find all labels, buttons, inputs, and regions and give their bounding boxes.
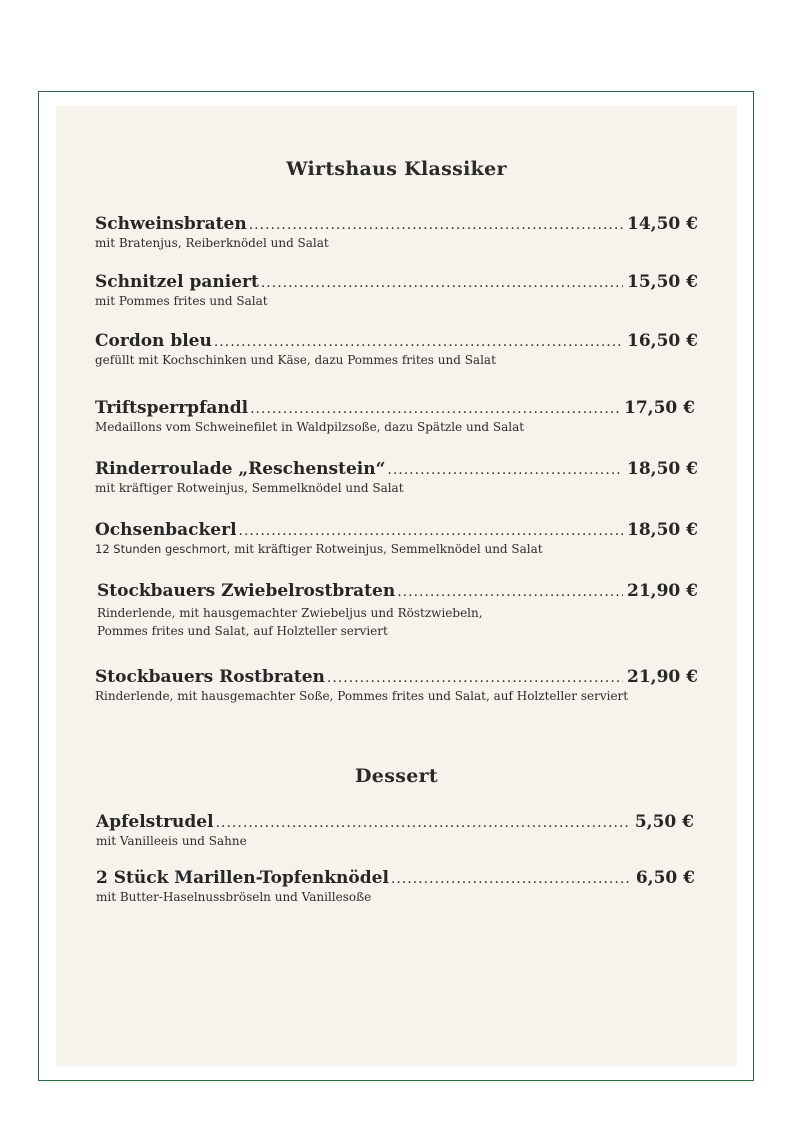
item-price: 16,50 € xyxy=(627,331,698,351)
item-description-highlight: 12 Stunden geschmort xyxy=(95,542,227,556)
dot-leader xyxy=(397,584,623,600)
item-name: Schweinsbraten xyxy=(95,214,247,234)
menu-item-cordon-bleu xyxy=(95,331,698,369)
item-description: mit Pommes frites und Salat xyxy=(95,294,268,308)
menu-item-marillen-topfenknoedel xyxy=(96,868,695,906)
dot-leader xyxy=(249,217,623,233)
item-description: gefüllt mit Kochschinken und Käse, dazu Pommes frites und Salat xyxy=(95,353,496,367)
item-description xyxy=(95,541,698,558)
menu-item-rostbraten xyxy=(95,667,698,705)
section-title-classics: Wirtshaus Klassiker xyxy=(286,158,507,180)
item-name: Ochsenbackerl xyxy=(95,520,237,540)
item-name: Cordon bleu xyxy=(95,331,212,351)
menu-item-schnitzel xyxy=(95,272,698,310)
item-description: Rinderlende, mit hausgemachter Soße, Pommes frites und Salat, auf Holzteller serviert xyxy=(95,689,629,703)
item-description: Medaillons vom Schweinefilet in Waldpilzsoße, dazu Spätzle und Salat xyxy=(95,420,525,434)
dot-leader xyxy=(250,401,620,417)
item-name: Schnitzel paniert xyxy=(95,272,259,292)
item-price: 6,50 € xyxy=(635,868,695,888)
menu-item-rinderroulade xyxy=(95,459,698,497)
section-title-dessert: Dessert xyxy=(355,765,438,787)
menu-item-schweinsbraten xyxy=(95,214,698,252)
item-description: mit Bratenjus, Reiberknödel und Salat xyxy=(95,236,329,250)
dot-leader xyxy=(387,462,623,478)
item-description-rest: , mit kräftiger Rotweinjus, Semmelknödel und Salat xyxy=(226,542,543,556)
dot-leader xyxy=(261,275,623,291)
item-price: 15,50 € xyxy=(627,272,698,292)
item-price: 18,50 € xyxy=(627,520,698,540)
item-description-line-2: Pommes frites und Salat, auf Holzteller serviert xyxy=(97,623,388,638)
menu-item-apfelstrudel xyxy=(96,812,694,850)
dot-leader xyxy=(327,670,623,686)
item-description: mit kräftiger Rotweinjus, Semmelknödel und Salat xyxy=(95,481,404,495)
item-price: 21,90 € xyxy=(627,581,698,601)
item-name: Stockbauers Rostbraten xyxy=(95,667,325,687)
dot-leader xyxy=(391,871,632,887)
dot-leader xyxy=(216,815,631,831)
dot-leader xyxy=(239,523,623,539)
item-name: Rinderroulade „Reschenstein“ xyxy=(95,459,386,479)
menu-item-zwiebelrostbraten xyxy=(97,581,698,640)
item-price: 5,50 € xyxy=(634,812,694,832)
item-name: Stockbauers Zwiebelrostbraten xyxy=(97,581,396,601)
item-price: 17,50 € xyxy=(624,398,695,418)
item-name: Triftsperrpfandl xyxy=(95,398,249,418)
dot-leader xyxy=(214,334,623,350)
item-price: 21,90 € xyxy=(627,667,698,687)
item-price: 18,50 € xyxy=(627,459,698,479)
item-name: Apfelstrudel xyxy=(96,812,214,832)
item-description: Rinderlende, mit hausgemachter Zwiebeljus und Röstzwiebeln, xyxy=(97,606,483,620)
item-description: mit Vanilleeis und Sahne xyxy=(96,834,247,848)
item-price: 14,50 € xyxy=(627,214,698,234)
item-name: 2 Stück Marillen-Topfenknödel xyxy=(96,868,389,888)
menu-panel xyxy=(56,106,737,1066)
item-description: mit Butter-Haselnussbröseln und Vanillesoße xyxy=(96,890,372,904)
menu-item-ochsenbackerl xyxy=(95,520,698,558)
menu-item-triftsperrpfandl xyxy=(95,398,695,436)
